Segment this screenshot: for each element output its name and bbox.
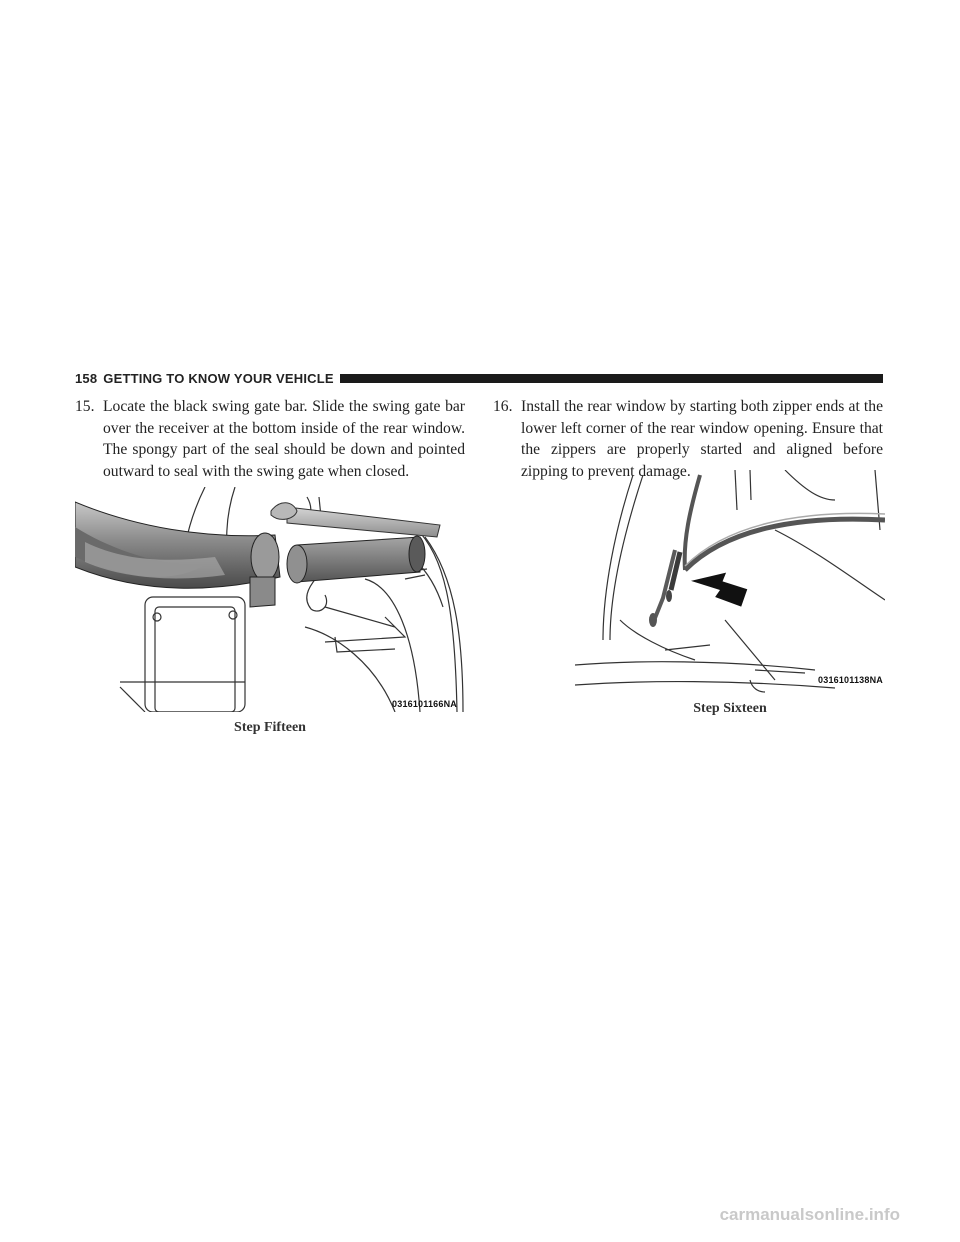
figure-code: 0316101166NA	[392, 699, 457, 709]
step-15	[75, 396, 465, 482]
figure-step-sixteen	[575, 470, 885, 714]
step-text: Install the rear window by starting both zipper ends at the lower left corner of the rear window opening. Ensure that the zippers are properly started and aligned before zipping to prevent damage.	[521, 398, 883, 480]
caption-step-sixteen: Step Sixteen	[693, 701, 767, 716]
page-number: 158	[75, 370, 98, 386]
step-number: 16.	[493, 398, 513, 415]
figure-code: 0316101138NA	[818, 675, 883, 685]
header-rule	[340, 374, 883, 383]
figure-step-fifteen	[75, 487, 465, 712]
swing-gate-bar-illustration	[75, 487, 465, 712]
step-text: Locate the black swing gate bar. Slide the swing gate bar over the receiver at the bottom inside of the rear window. The spongy part of the seal should be down and pointed outward to seal with the swing gate when closed.	[103, 398, 465, 480]
section-title: GETTING TO KNOW YOUR VEHICLE	[103, 370, 334, 386]
caption-step-fifteen: Step Fifteen	[234, 720, 306, 735]
page-header	[75, 368, 883, 388]
step-number: 15.	[75, 398, 95, 415]
watermark: carmanualsonline.info	[719, 1205, 900, 1224]
